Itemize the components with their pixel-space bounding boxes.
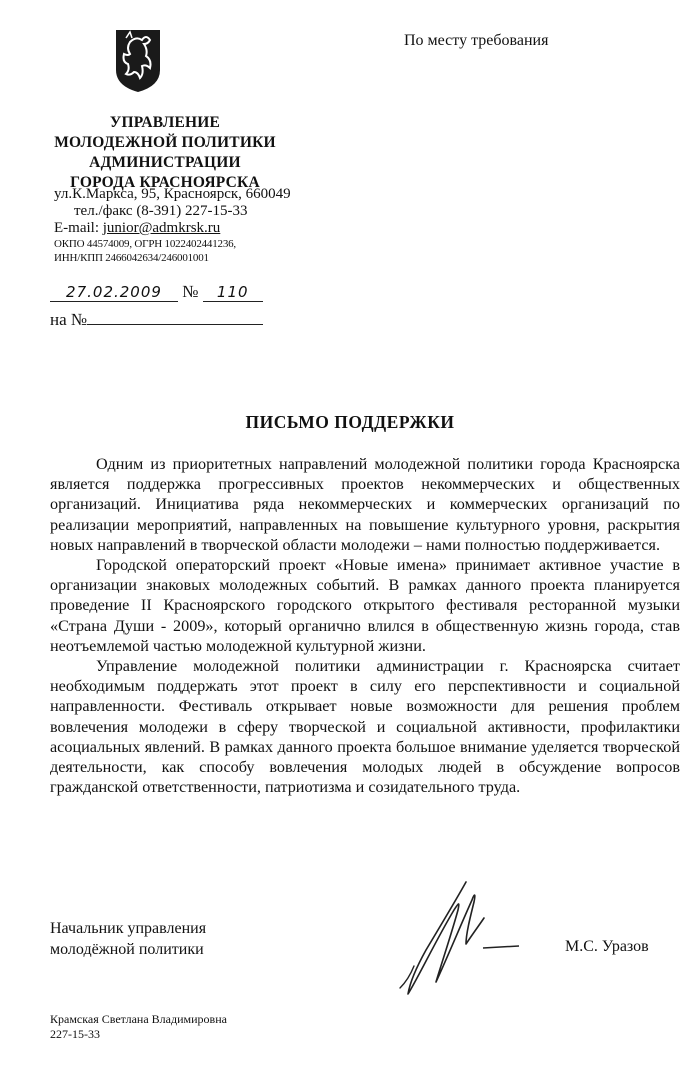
registration-number: 110 — [203, 283, 263, 302]
org-address: ул.К.Маркса, 95, Красноярск, 660049 — [54, 186, 291, 202]
org-codes: ИНН/КПП 2466042634/246001001 — [54, 252, 209, 264]
reference-label: на № — [50, 310, 88, 329]
org-line: УПРАВЛЕНИЕ — [109, 114, 221, 131]
email-link[interactable]: junior@admkrsk.ru — [102, 220, 221, 236]
org-phone: тел./факс (8-391) 227-15-33 — [74, 203, 248, 219]
signatory-name: М.С. Уразов — [565, 938, 649, 955]
email-label: E-mail: — [54, 220, 103, 236]
number-sign: № — [182, 282, 199, 301]
org-codes: ОКПО 44574009, ОГРН 1022402441236, — [54, 238, 236, 250]
recipient: По месту требования — [404, 32, 549, 49]
letter-title: ПИСЬМО ПОДДЕРЖКИ — [245, 412, 455, 432]
paragraph: Городской операторский проект «Новые имена» принимает активное участие в организации знаковых молодежных событий. В рамках данного проекта планируется проведение II Красноярского городского открытого фестиваля ресторанной музыки «Страна Души - 2009», который органично влился в общественную жизнь города, став неотъемлемой частью молодежной культурной жизни. — [50, 556, 680, 655]
signature-stroke-icon — [482, 944, 520, 950]
reference-blank — [87, 310, 263, 325]
position-line: Начальник управления — [50, 920, 207, 937]
position-line: молодёжной политики — [50, 941, 204, 958]
paragraph: Одним из приоритетных направлений молодежной политики города Красноярска является поддержка прогрессивных проектов некоммерческих и общественных организаций. Инициатива ряда некоммерческих и коммерческих организаций по реализации мероприятий, направленных на повышение культурного уровня, раскрытия новых направлений в творческой области молодежи – нами полностью поддерживается. — [50, 455, 680, 554]
signatory-position — [50, 918, 206, 960]
executor-name: Крамская Светлана Владимировна — [50, 1012, 227, 1026]
executor-phone: 227-15-33 — [50, 1027, 100, 1041]
organization-name — [30, 113, 300, 193]
org-line: АДМИНИСТРАЦИИ — [89, 154, 241, 171]
org-line: МОЛОДЕЖНОЙ ПОЛИТИКИ — [54, 134, 276, 151]
registration-line — [50, 282, 263, 302]
letter-body — [50, 454, 680, 797]
org-line: ГОРОДА КРАСНОЯРСКА — [70, 174, 260, 191]
paragraph: Управление молодежной политики администрации г. Красноярска считает необходимым поддержать этот проект в силу его перспективности и социальной направленности. Фестиваль открывает новые возможности для решения проблем вовлечения молодежи в сферу творческой и социальной активности, профилактики асоциальных явлений. В рамках данного проекта большое внимание уделяется творческой деятельности, как способу вовлечения молодых людей в обсуждение вопросов гражданской ответственности, патриотизма и созидательного труда. — [50, 657, 680, 797]
handwritten-signature-icon — [396, 870, 526, 1000]
organization-contacts — [54, 186, 291, 265]
executor-info — [50, 1012, 227, 1042]
reference-line — [50, 310, 263, 330]
registration-date: 27.02.2009 — [50, 283, 178, 302]
coat-of-arms-icon — [114, 28, 162, 94]
